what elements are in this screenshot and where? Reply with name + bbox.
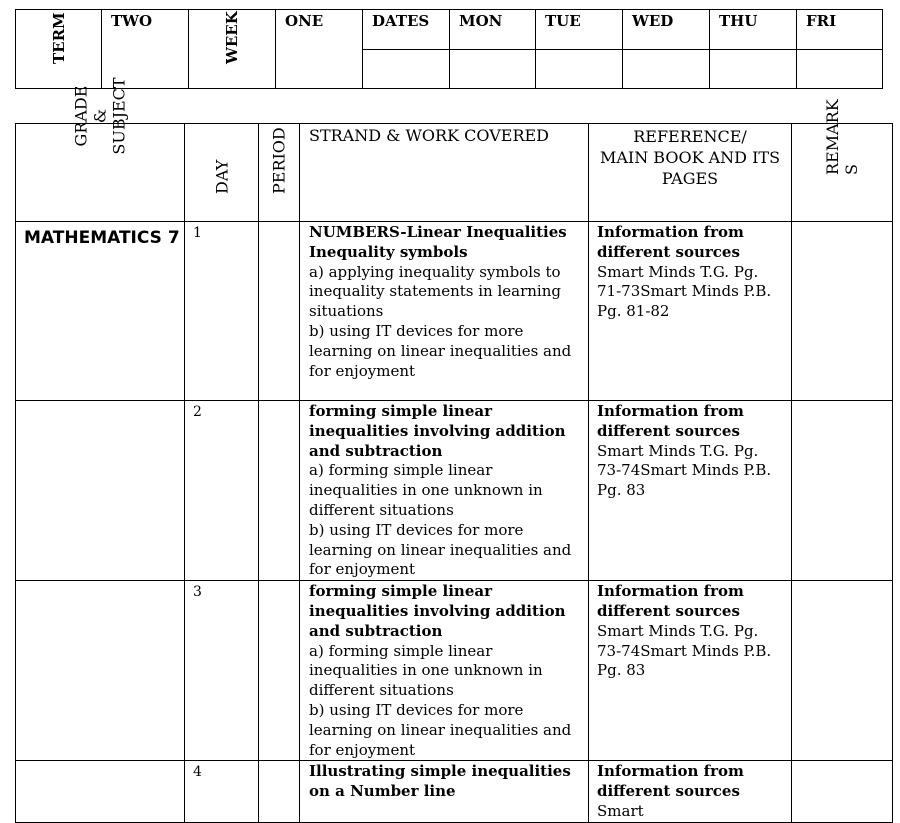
day-header-fri: FRI — [797, 10, 883, 50]
subject-cell — [16, 581, 185, 761]
remarks-cell[interactable] — [792, 581, 893, 761]
period-cell[interactable] — [259, 581, 300, 761]
week-label: WEEK — [223, 11, 241, 64]
reference-cell: Information from different sources Smart Minds T.G. Pg. 73-74Smart Minds P.B. Pg. 83 — [589, 401, 792, 581]
lesson-plan-table — [15, 77, 893, 823]
subject-cell — [16, 761, 185, 822]
remarks-cell[interactable] — [792, 222, 893, 401]
column-header-row — [16, 124, 893, 222]
table-row — [16, 761, 893, 822]
period-cell[interactable] — [259, 761, 300, 822]
thu-date-cell[interactable] — [710, 49, 797, 89]
day-header-tue: TUE — [536, 10, 623, 50]
work-cell: forming simple linear inequalities involving addition and subtraction a) forming simple linear inequalities in one unknown in different situations b) using IT devices for more learning on linear inequalities and for enjoyment — [300, 401, 589, 581]
day-cell: 2 — [185, 401, 259, 581]
subject-cell — [16, 401, 185, 581]
reference-cell: Information from different sources Smart Minds T.G. Pg. 71-73Smart Minds P.B. Pg. 81-82 — [589, 222, 792, 401]
period-header: PERIOD — [259, 124, 300, 222]
day-cell: 1 — [185, 222, 259, 401]
period-cell[interactable] — [259, 401, 300, 581]
term-value: TWO — [111, 12, 153, 30]
dates-header: DATES — [363, 10, 450, 50]
wed-date-cell[interactable] — [623, 49, 710, 89]
table-row — [16, 581, 893, 761]
week-value-cell — [276, 10, 363, 89]
day-header-wed: WED — [623, 10, 710, 50]
tue-date-cell[interactable] — [536, 49, 623, 89]
remarks-cell[interactable] — [792, 401, 893, 581]
reference-header: REFERENCE/ MAIN BOOK AND ITS PAGES — [589, 124, 792, 222]
table-row — [16, 401, 893, 581]
period-cell[interactable] — [259, 222, 300, 401]
reference-cell: Information from different sources Smart — [589, 761, 792, 822]
day-cell: 3 — [185, 581, 259, 761]
fri-date-cell[interactable] — [797, 49, 883, 89]
work-cell: Illustrating simple inequalities on a Number line — [300, 761, 589, 822]
remarks-header: REMARK S — [792, 124, 893, 222]
work-cell: NUMBERS-Linear Inequalities Inequality symbols a) applying inequality symbols to inequality statements in learning situations b) using IT devices for more learning on linear inequalities and for enjoyment — [300, 222, 589, 401]
day-header: DAY — [185, 124, 259, 222]
grade-subject-header — [16, 77, 185, 222]
grade-subject-label: GRADE & SUBJECT — [71, 77, 129, 155]
term-label: TERM — [49, 12, 68, 64]
remarks-cell[interactable] — [792, 761, 893, 822]
day-cell: 4 — [185, 761, 259, 822]
day-header-thu: THU — [710, 10, 797, 50]
week-header-table — [15, 9, 883, 89]
week-label-cell — [189, 10, 276, 89]
subject-cell — [16, 222, 185, 401]
strand-header: STRAND & WORK COVERED — [300, 124, 589, 222]
dates-cell[interactable] — [363, 49, 450, 89]
mon-date-cell[interactable] — [450, 49, 536, 89]
reference-cell: Information from different sources Smart Minds T.G. Pg. 73-74Smart Minds P.B. Pg. 83 — [589, 581, 792, 761]
table-row — [16, 222, 893, 401]
work-cell: forming simple linear inequalities involving addition and subtraction a) forming simple linear inequalities in one unknown in different situations b) using IT devices for more learning on linear inequalities and for enjoyment — [300, 581, 589, 761]
subject-name: MATHEMATICS 7 — [24, 228, 180, 248]
week-value: ONE — [285, 12, 324, 30]
day-header-mon: MON — [450, 10, 536, 50]
